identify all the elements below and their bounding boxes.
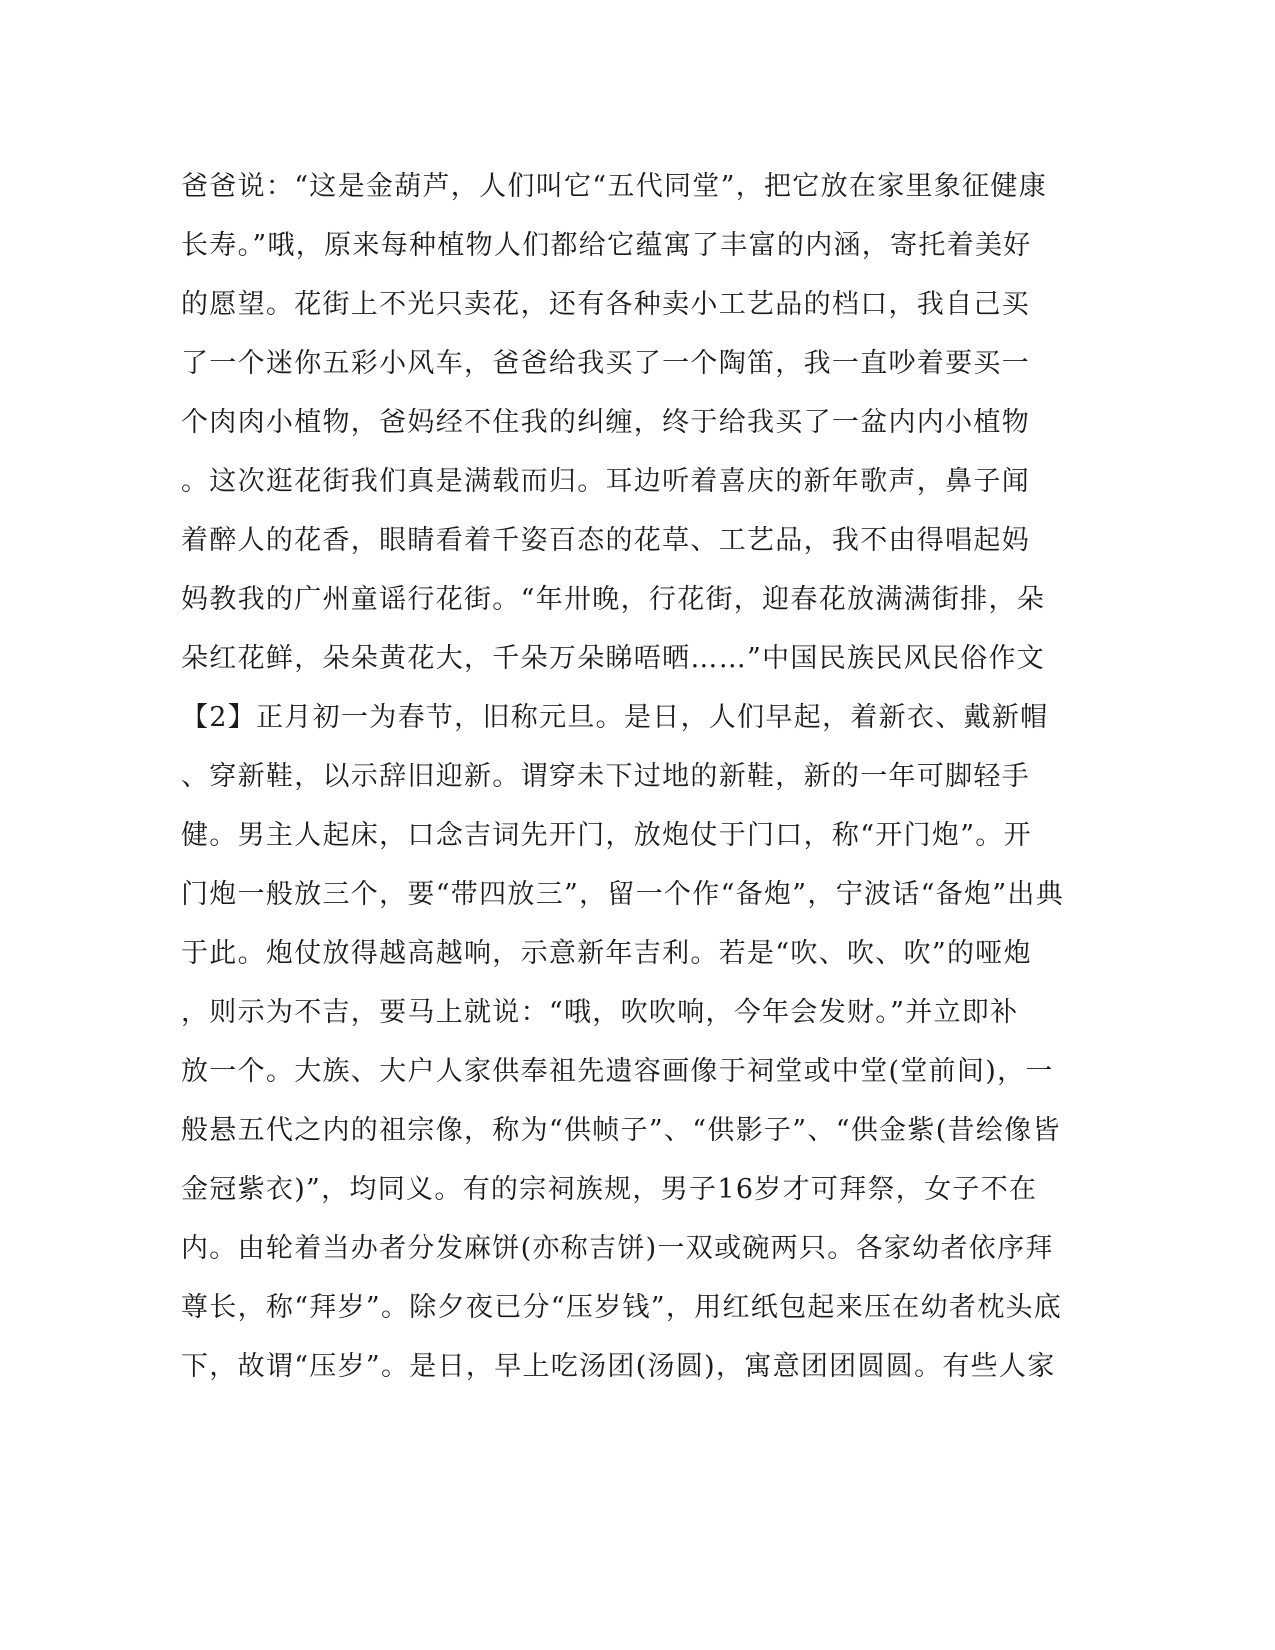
text-line: 。这次逛花街我们真是满载而归。耳边听着喜庆的新年歌声，鼻子闻 [181,466,1030,497]
text-line: 妈教我的广州童谣行花街。“年卅晚，行花街，迎春花放满满街排，朵 [181,584,1046,615]
text-line: 长寿。”哦，原来每种植物人们都给它蕴寓了丰富的内涵，寄托着美好 [181,230,1032,261]
text-line: 门炮一般放三个，要“带四放三”，留一个作“备炮”，宁波话“备炮”出典 [181,879,1065,910]
text-line: 了一个迷你五彩小风车，爸爸给我买了一个陶笛，我一直吵着要买一 [181,348,1030,379]
text-line: 爸爸说：“这是金葫芦，人们叫它“五代同堂”，把它放在家里象征健康 [181,171,1048,202]
text-line: 下，故谓“压岁”。是日，早上吃汤团(汤圆)，寓意团团圆圆。有些人家 [181,1351,1056,1382]
text-line: 的愿望。花街上不光只卖花，还有各种卖小工艺品的档口，我自己买 [181,289,1030,320]
text-line: ，则示为不吉，要马上就说：“哦，吹吹响，今年会发财。”并立即补 [181,997,1019,1028]
text-line: 、穿新鞋，以示辞旧迎新。谓穿未下过地的新鞋，新的一年可脚轻手 [181,761,1030,792]
text-line: 个肉肉小植物，爸妈经不住我的纠缠，终于给我买了一盆内内小植物 [181,407,1030,438]
text-line: 健。男主人起床，口念吉词先开门，放炮仗于门口，称“开门炮”。开 [181,820,1032,851]
body-text [181,157,1065,1396]
text-line: 朵红花鲜，朵朵黄花大，千朵万朵睇唔晒……”中国民族民风民俗作文 [181,643,1046,674]
text-line: 放一个。大族、大户人家供奉祖先遗容画像于祠堂或中堂(堂前间)，一 [181,1056,1054,1087]
text-line: 于此。炮仗放得越高越响，示意新年吉利。若是“吹、吹、吹”的哑炮 [181,938,1032,969]
text-line: 【2】正月初一为春节，旧称元旦。是日，人们早起，着新衣、戴新帽 [181,702,1049,733]
text-line: 般悬五代之内的祖宗像，称为“供帧子”、“供影子”、“供金紫(昔绘像皆 [181,1115,1061,1146]
text-line: 尊长，称“拜岁”。除夕夜已分“压岁钱”，用红纸包起来压在幼者枕头底 [181,1292,1063,1323]
text-line: 着醉人的花香，眼睛看着千姿百态的花草、工艺品，我不由得唱起妈 [181,525,1030,556]
text-line: 内。由轮着当办者分发麻饼(亦称吉饼)一双或碗两只。各家幼者依序拜 [181,1233,1054,1264]
text-line: 金冠紫衣)”，均同义。有的宗祠族规，男子16岁才可拜祭，女子不在 [181,1174,1038,1205]
